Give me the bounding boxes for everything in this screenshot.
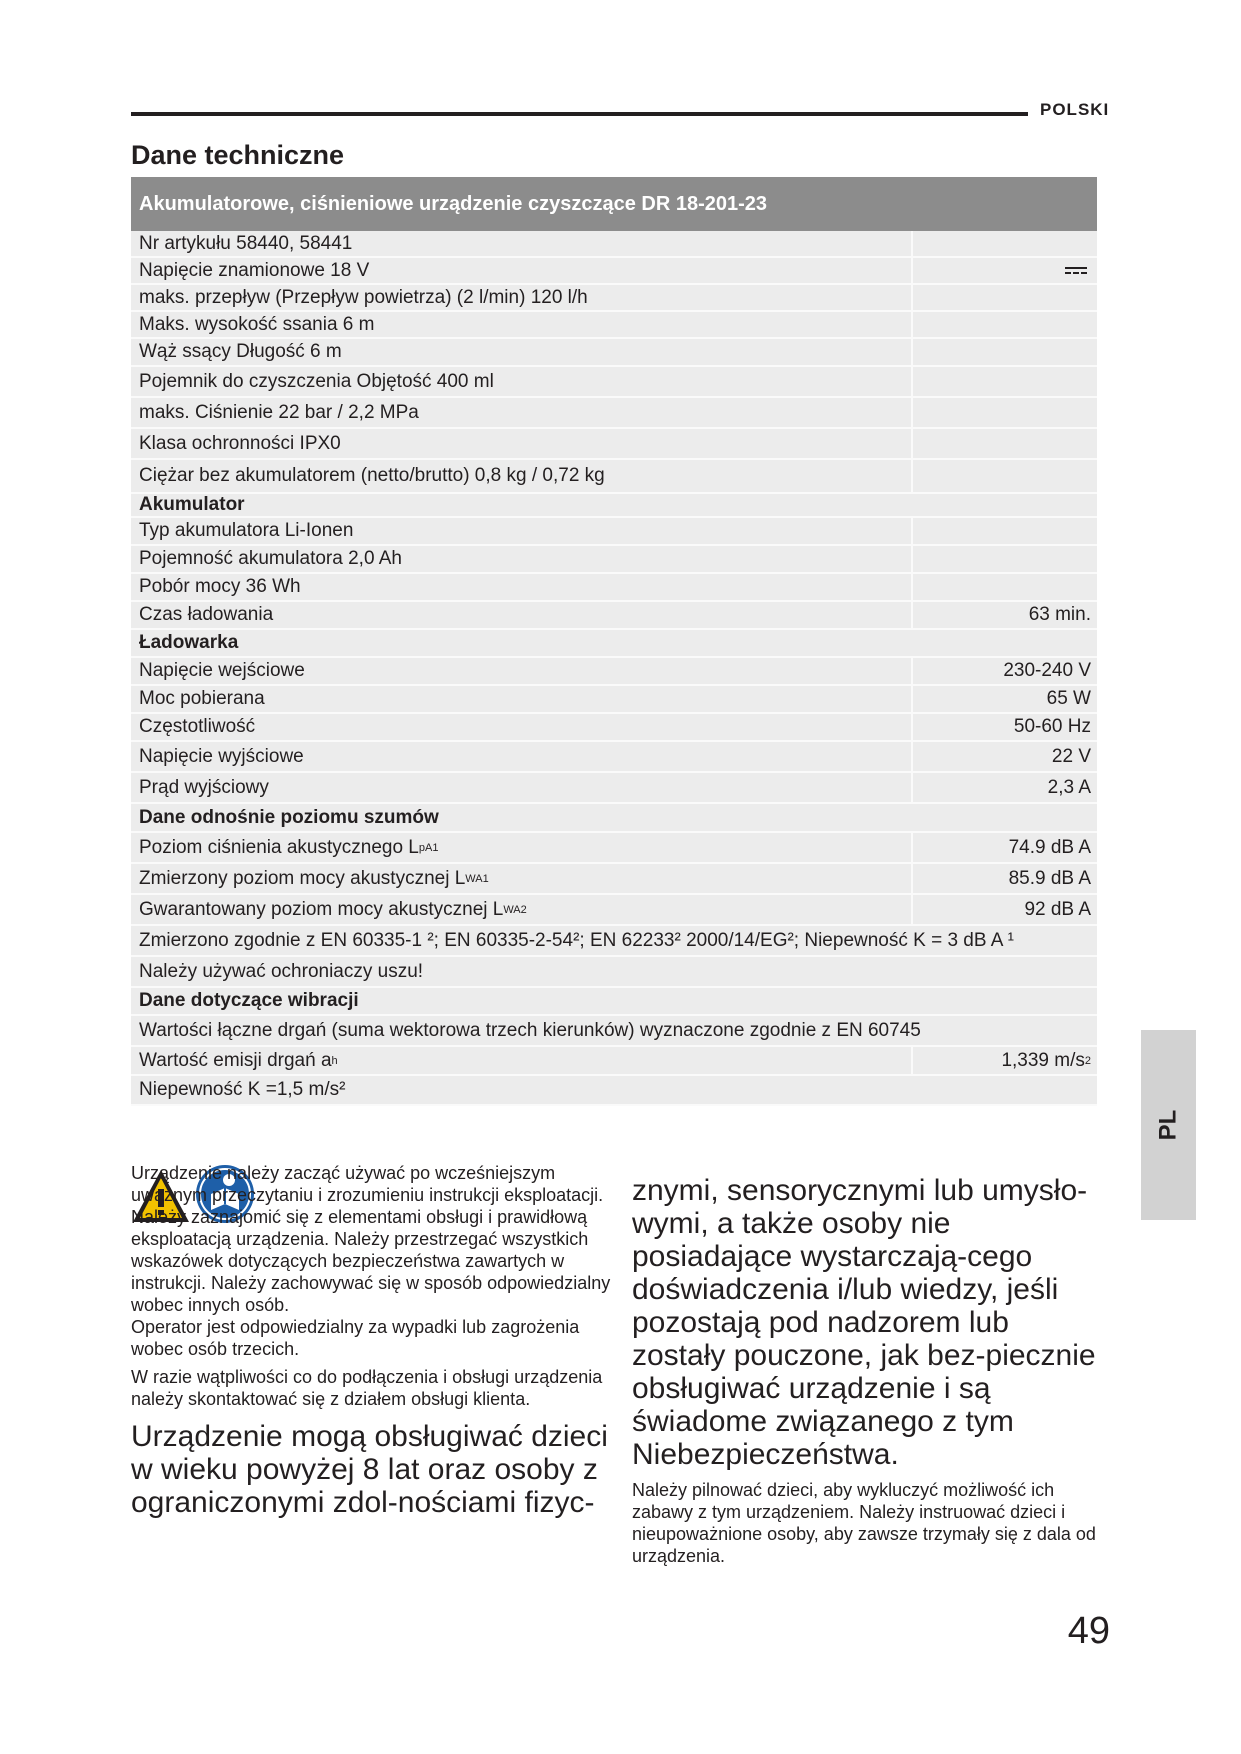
paragraph: Należy pilnować dzieci, aby wykluczyć możliwość ich zabawy z tym urządzeniem. Należy instruować dzieci i nieupoważnione osoby, aby zawsze trzymały się z dala od urządzenia. (632, 1480, 1096, 1566)
table-section-row (131, 630, 1097, 658)
row-label: Ciężar bez akumulatorem (netto/brutto) 0,8 kg / 0,72 kg (131, 460, 913, 492)
row-label: maks. przepływ (Przepływ powietrza) (2 l/min) 120 l/h (131, 285, 913, 310)
row-value (913, 258, 1097, 283)
table-note-row (131, 926, 1097, 957)
note-label: Wartości łączne drgań (suma wektorowa trzech kierunków) wyznaczone zgodnie z EN 60745 (139, 1019, 921, 1041)
row-label: Pobór mocy 36 Wh (131, 574, 913, 600)
table-row (131, 398, 1097, 429)
side-tab-label: PL (1154, 1109, 1182, 1141)
spec-table (131, 177, 1097, 1106)
table-row (131, 1047, 1097, 1076)
language-side-tab (1141, 1030, 1196, 1220)
row-value: 65 W (1046, 688, 1091, 709)
left-column (131, 1162, 611, 1519)
large-warning-text: Urządzenie mogą obsługiwać dzieci w wieku powyżej 8 lat oraz osoby z ograniczonymi zdol-nościami fizyc- (131, 1420, 608, 1519)
table-row (131, 714, 1097, 742)
row-label: maks. Ciśnienie 22 bar / 2,2 MPa (131, 398, 913, 427)
row-label: Napięcie znamionowe 18 V (131, 258, 913, 283)
table-note-row (131, 957, 1097, 988)
row-value (913, 574, 1097, 600)
row-value: 85.9 dB A (1008, 867, 1091, 889)
table-section-row (131, 494, 1097, 518)
row-label: Napięcie wejściowe (131, 658, 913, 684)
table-row (131, 231, 1097, 258)
row-value (913, 398, 1097, 427)
row-label: Czas ładowania (131, 602, 913, 628)
intro-text: Urządzenie należy zacząć używać po wcześniejszym uważnym przeczytaniu i zrozumieniu instrukcji eksploatacji. (131, 1163, 604, 1205)
table-row (131, 339, 1097, 367)
row-value: 2,3 A (1047, 776, 1091, 798)
large-warning-text-continued: znymi, sensorycznymi lub umysło-wymi, a także osoby nie posiadające wystarczają-cego doświadczenia i/lub wiedzy, jeśli pozostają pod nadzorem lub zostały pouczone, jak bez-piecznie obsługiwać urządzenie i są świadome związanego z tym Niebezpieczeństwa. (632, 1174, 1096, 1471)
paragraph: W razie wątpliwości co do podłączenia i obsługi urządzenia należy skontaktować się z działem obsługi klienta. (131, 1367, 603, 1409)
table-row (131, 686, 1097, 714)
row-value: 92 dB A (1024, 898, 1091, 920)
language-label: POLSKI (1040, 100, 1110, 119)
table-row (131, 574, 1097, 602)
table-row (131, 460, 1097, 494)
note-label: Zmierzono zgodnie z EN 60335-1 ²; EN 60335-2-54²; EN 62233² 2000/14/EG²; Niepewność K = 3 dB A ¹ (139, 929, 1015, 951)
note-label: Niepewność K =1,5 m/s² (139, 1079, 346, 1100)
table-note-row (131, 1076, 1097, 1106)
row-label: Pojemność akumulatora 2,0 Ah (131, 546, 913, 572)
row-label: Gwarantowany poziom mocy akustycznej L WA 2 (131, 895, 913, 924)
row-value: 63 min. (1028, 604, 1091, 625)
row-label: Wartość emisji drgań a h (131, 1047, 913, 1074)
row-label: Pojemnik do czyszczenia Objętość 400 ml (131, 367, 913, 396)
paragraph: Należy zaznajomić się z elementami obsługi i prawidłową eksploatacją urządzenia. Należy przestrzegać wszystkich wskazówek dotyczących bezpieczeństwa zawartych w instrukcji. Należy zachowywać się w sposób odpowiedzialny wobec innych osób. (131, 1207, 611, 1315)
table-row (131, 864, 1097, 895)
row-label: Napięcie wyjściowe (131, 742, 913, 771)
row-label: Wąż ssący Długość 6 m (131, 339, 913, 365)
row-label: Częstotliwość (131, 714, 913, 740)
paragraph: Operator jest odpowiedzialny za wypadki lub zagrożenia wobec osób trzecich. (131, 1317, 580, 1359)
table-row (131, 312, 1097, 339)
table-row (131, 285, 1097, 312)
row-value (913, 429, 1097, 458)
table-row (131, 895, 1097, 926)
table-section-row (131, 804, 1097, 833)
table-row (131, 518, 1097, 546)
row-value (913, 285, 1097, 310)
row-value (913, 460, 1097, 492)
row-value (913, 546, 1097, 572)
row-value (913, 312, 1097, 337)
table-title: Akumulatorowe, ciśnieniowe urządzenie czyszczące DR 18-201-23 (131, 177, 1097, 231)
table-row (131, 429, 1097, 460)
section-label: Ładowarka (139, 632, 239, 653)
dc-symbol-icon (1065, 267, 1087, 274)
page-number: 49 (1067, 1610, 1110, 1652)
row-value (913, 518, 1097, 544)
table-row (131, 258, 1097, 285)
row-value (913, 231, 1097, 256)
row-value: 22 V (1051, 745, 1091, 767)
table-row (131, 658, 1097, 686)
section-label: Dane dotyczące wibracji (139, 990, 359, 1011)
table-row (131, 602, 1097, 630)
table-row (131, 546, 1097, 574)
table-row (131, 833, 1097, 864)
table-row (131, 773, 1097, 804)
row-label: Nr artykułu 58440, 58441 (131, 231, 913, 256)
header-rule (131, 112, 1028, 116)
row-value: 74.9 dB A (1008, 836, 1091, 858)
row-label: Maks. wysokość ssania 6 m (131, 312, 913, 337)
row-label: Klasa ochronności IPX0 (131, 429, 913, 458)
row-value: 1,339 m/s 2 (1001, 1049, 1091, 1071)
table-section-row (131, 988, 1097, 1016)
row-label: Zmierzony poziom mocy akustycznej L WA 1 (131, 864, 913, 893)
right-column (632, 1174, 1102, 1567)
table-row (131, 742, 1097, 773)
section-label: Dane odnośnie poziomu szumów (139, 806, 439, 828)
row-label: Prąd wyjściowy (131, 773, 913, 802)
row-label: Moc pobierana (131, 686, 913, 712)
row-label: Poziom ciśnienia akustycznego L pA 1 (131, 833, 913, 862)
row-value (913, 339, 1097, 365)
section-title: Dane techniczne (131, 140, 345, 170)
table-note-row (131, 1016, 1097, 1047)
note-label: Należy używać ochroniaczy uszu! (139, 960, 424, 982)
row-value: 50-60 Hz (1013, 716, 1091, 737)
row-value: 230-240 V (1003, 660, 1091, 681)
table-row (131, 367, 1097, 398)
row-label: Typ akumulatora Li-Ionen (131, 518, 913, 544)
row-value (913, 367, 1097, 396)
section-label: Akumulator (139, 494, 245, 515)
